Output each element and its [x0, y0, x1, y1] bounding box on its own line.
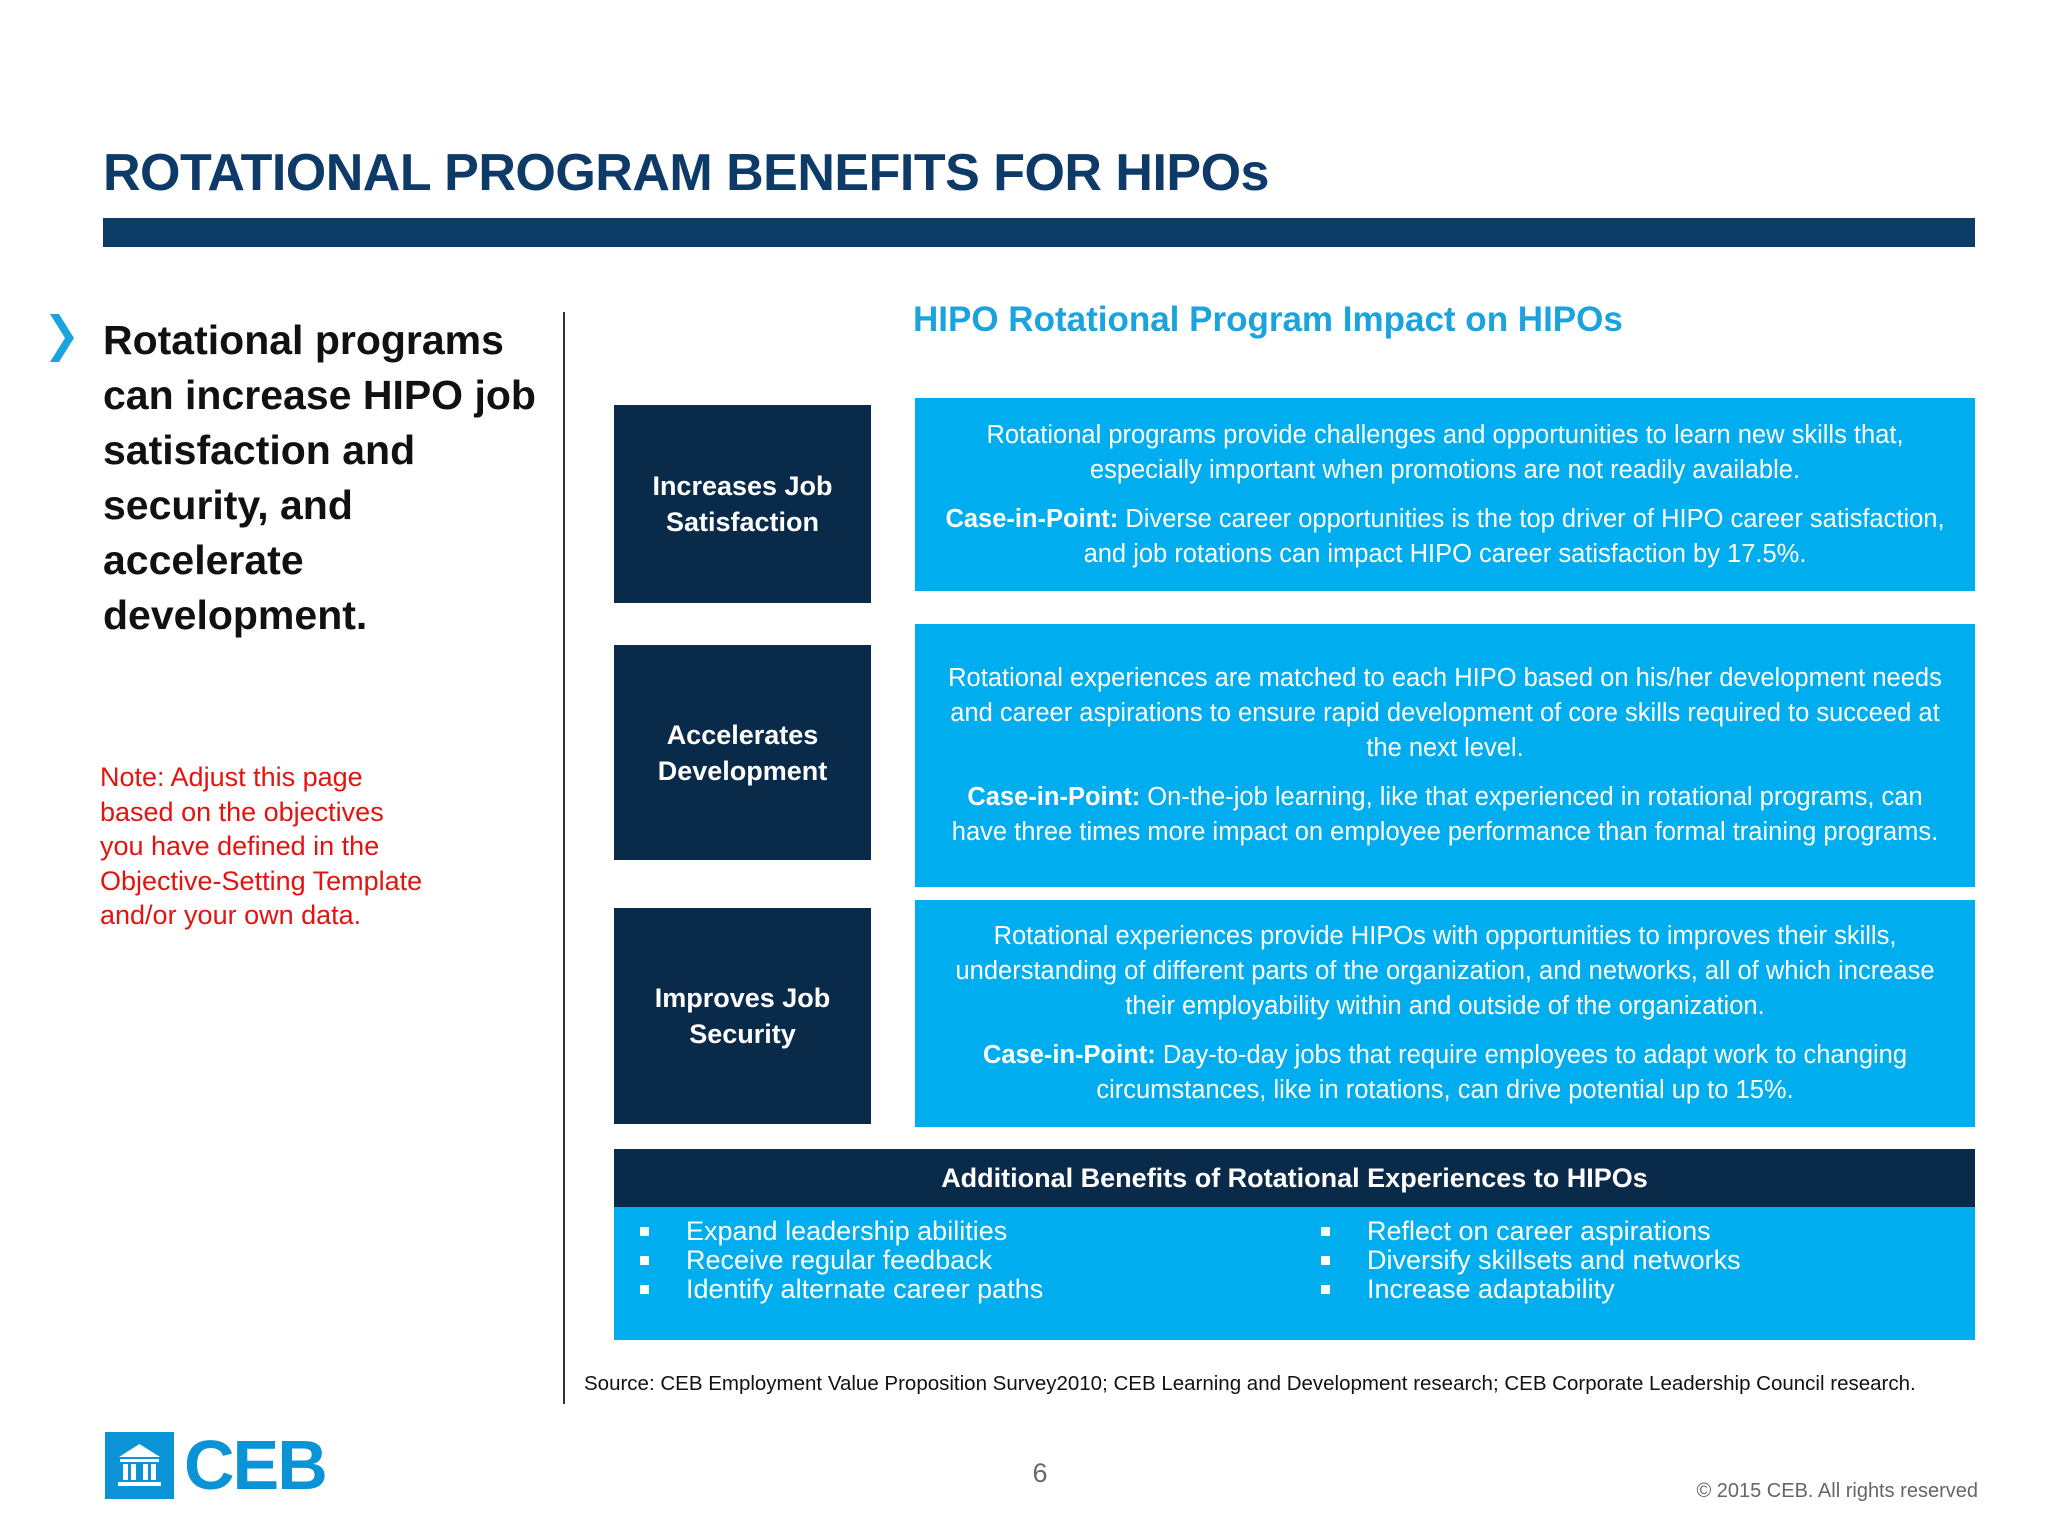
ceb-logo [105, 1426, 326, 1504]
benefits-list-left [614, 1217, 1043, 1304]
lead-statement: Rotational programs can increase HIPO job satisfaction and security, and accelerate development. [103, 317, 536, 638]
bullet-square-icon [1321, 1227, 1330, 1236]
source-citation: Source: CEB Employment Value Proposition Survey2010; CEB Learning and Development research; CEB Corporate Leadership Council research. [584, 1372, 1916, 1395]
bullet-square-icon [1321, 1256, 1330, 1265]
logo-wordmark: CEB [184, 1426, 326, 1504]
additional-benefits-header [614, 1149, 1975, 1207]
impact-description-job-satisfaction [915, 398, 1975, 591]
list-item [614, 1217, 1043, 1246]
case-in-point [943, 780, 1947, 850]
bullet-square-icon [640, 1227, 649, 1236]
additional-benefits-panel [614, 1207, 1975, 1340]
case-in-point-label: Case-in-Point: [967, 783, 1141, 811]
list-item-text: Diversify skillsets and networks [1367, 1245, 1741, 1275]
impact-description-job-security [915, 900, 1975, 1127]
bullet-square-icon [640, 1285, 649, 1294]
list-item [1295, 1275, 1741, 1304]
list-item-text: Identify alternate career paths [686, 1274, 1044, 1304]
list-item [1295, 1217, 1741, 1246]
impact-label-development [614, 645, 871, 860]
bullet-square-icon [1321, 1285, 1330, 1294]
list-item-text: Increase adaptability [1367, 1274, 1615, 1304]
case-in-point-label: Case-in-Point: [982, 1041, 1156, 1069]
building-icon [105, 1432, 174, 1499]
additional-benefits-title: Additional Benefits of Rotational Experiences to HIPOs [941, 1162, 1648, 1193]
adjustment-note: Note: Adjust this page based on the objectives you have defined in the Objective-Setting Template and/or your own data. [100, 762, 423, 930]
case-in-point-text: On-the-job learning, like that experienced in rotational programs, can have three times more impact on employee performance than formal training programs. [951, 783, 1939, 846]
case-in-point [943, 502, 1947, 572]
benefits-list-right [1295, 1217, 1741, 1304]
list-item [1295, 1246, 1741, 1275]
title-underline-bar [103, 218, 1975, 247]
bullet-square-icon [640, 1256, 649, 1265]
case-in-point-label: Case-in-Point: [945, 504, 1119, 533]
list-item [614, 1246, 1043, 1275]
impact-description-development [915, 624, 1975, 887]
list-item [614, 1275, 1043, 1304]
list-item-text: Reflect on career aspirations [1367, 1216, 1711, 1246]
case-in-point-text: Diverse career opportunities is the top driver of HIPO career satisfaction, and job rotations can impact HIPO career satisfaction by 17.5%. [1083, 504, 1945, 568]
chevron-right-icon [50, 314, 74, 362]
case-in-point [943, 1038, 1947, 1108]
impact-title: HIPO Rotational Program Impact on HIPOs [913, 300, 1623, 339]
case-in-point-text: Day-to-day jobs that require employees to adapt work to changing circumstances, like in rotations, can drive potential up to 15%. [1096, 1041, 1908, 1104]
impact-label-job-security [614, 908, 871, 1124]
impact-label-text: Accelerates Development [657, 719, 828, 786]
impact-description-text: Rotational experiences are matched to each HIPO based on his/her development needs and career aspirations to ensure rapid development of core skills required to succeed at the next level. [948, 664, 1942, 762]
impact-description-text: Rotational experiences provide HIPOs with opportunities to improves their skills, understanding of different parts of the organization, and networks, all of which increase their employability within and outside of the organization. [955, 922, 1935, 1020]
impact-label-job-satisfaction [614, 405, 871, 603]
impact-label-text: Improves Job Security [654, 983, 831, 1049]
page-number: 6 [1032, 1458, 1048, 1488]
slide-title: ROTATIONAL PROGRAM BENEFITS FOR HIPOs [103, 144, 1269, 202]
list-item-text: Receive regular feedback [686, 1245, 993, 1275]
impact-description-text: Rotational programs provide challenges and opportunities to learn new skills that, especially important when promotions are not readily available. [986, 420, 1904, 484]
list-item-text: Expand leadership abilities [686, 1216, 1008, 1246]
vertical-divider [563, 312, 565, 1404]
impact-label-text: Increases Job Satisfaction [652, 471, 833, 537]
copyright-notice: © 2015 CEB. All rights reserved [1696, 1480, 1978, 1502]
